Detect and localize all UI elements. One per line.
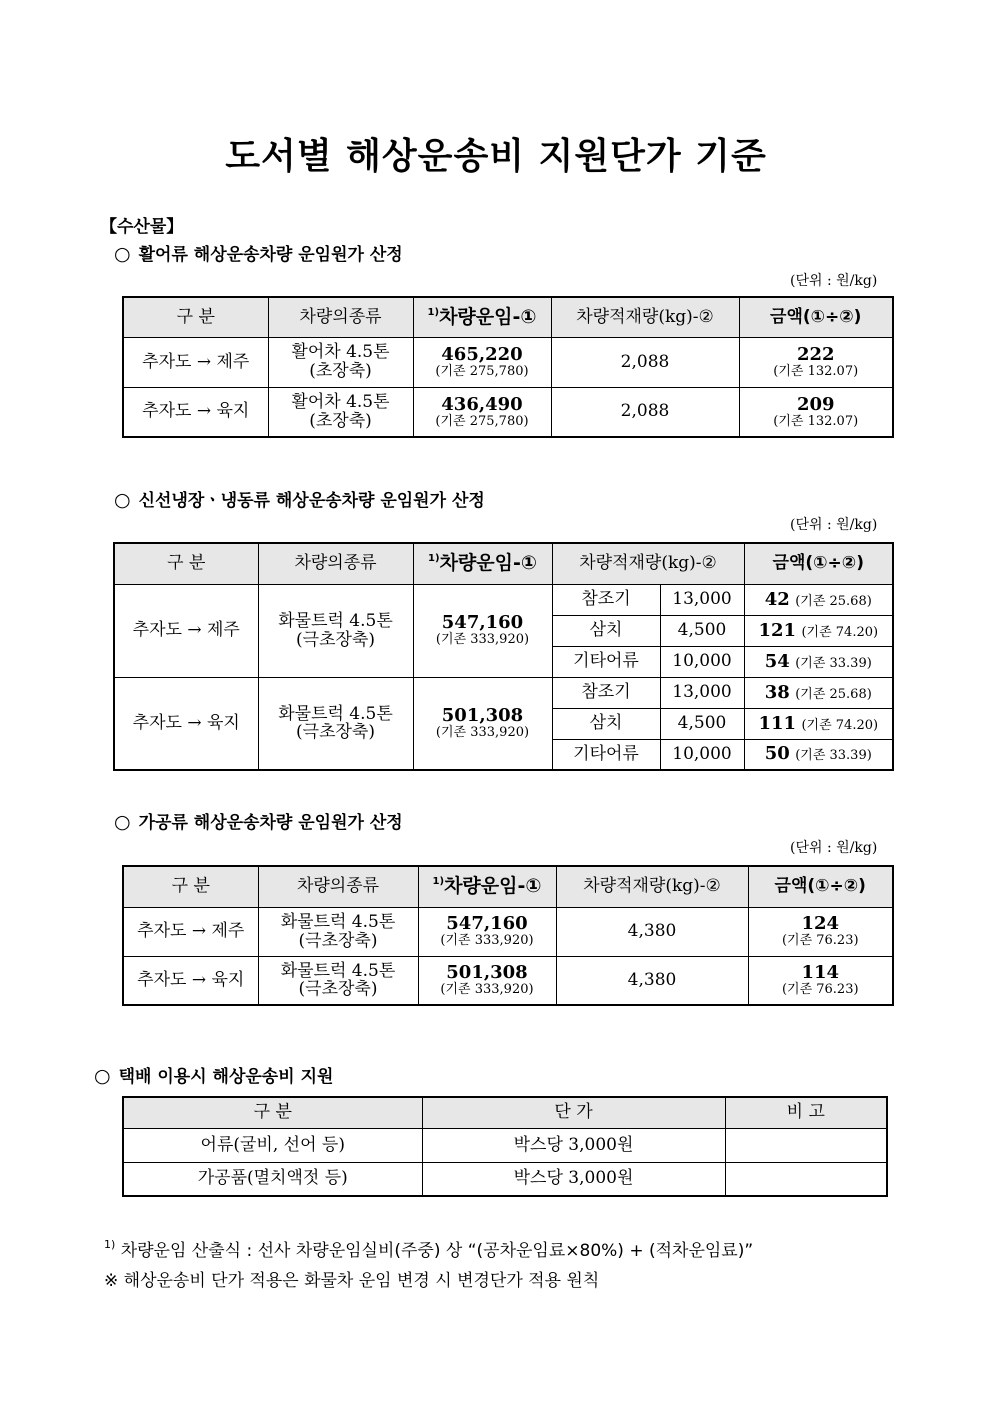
note-cell: [725, 1162, 887, 1196]
amount-prev: (기존 132.07): [773, 363, 859, 379]
header-vehicle: 차량의종류: [258, 543, 413, 584]
fare-value: 501,308: [441, 705, 524, 727]
header-category: 구 분: [114, 543, 258, 584]
amount-cell: [744, 708, 893, 739]
route-cell: 추자도 → 육지: [123, 956, 258, 1005]
table-row: [114, 584, 893, 615]
sec3-unit: (단위 : 원/kg): [790, 840, 878, 856]
header-fare-text: 차량운임-①: [439, 552, 537, 575]
amount-cell: [744, 646, 893, 677]
vehicle-cell: [268, 387, 413, 437]
amount-cell: [748, 907, 893, 956]
footnote-1-text: 차량운임 산출식 : 선사 차량운임실비(주중) 상 “(공차운임료×80%) + (적차운임료)”: [120, 1241, 754, 1261]
vehicle-spec: (극초장축): [298, 930, 378, 951]
fare-cell: [413, 677, 552, 770]
kind-cell: 기타어류: [552, 646, 660, 677]
amount-prev: (기존 25.68): [795, 593, 872, 609]
fare-cell: [418, 956, 556, 1005]
load-cell: 2,088: [551, 387, 739, 437]
amount-cell: [739, 387, 893, 437]
vehicle-spec: (극초장축): [298, 979, 378, 1000]
circle-bullet-icon: ○: [114, 811, 131, 833]
sec4-table: [122, 1096, 888, 1197]
footnote-mark: 1): [104, 1238, 116, 1251]
load-cell: 4,380: [556, 907, 748, 956]
load-cell: 10,000: [660, 646, 744, 677]
amount-prev: (기존 76.23): [781, 933, 859, 949]
header-amount: 금액(①÷②): [748, 866, 893, 907]
load-cell: 10,000: [660, 739, 744, 770]
amount-prev: (기존 132.07): [773, 413, 859, 429]
vehicle-cell: [258, 956, 418, 1005]
vehicle-cell: [268, 337, 413, 387]
amount-value: 222: [796, 343, 835, 365]
footnote-mark: 1): [428, 553, 440, 565]
vehicle-cell: [258, 677, 413, 770]
circle-bullet-icon: ○: [114, 243, 131, 265]
header-load: 차량적재량(kg)-②: [551, 297, 739, 337]
fare-prev: (기존 275,780): [435, 413, 529, 429]
sec2-heading: [114, 486, 485, 511]
sec4-heading: [94, 1062, 333, 1087]
amount-cell: [744, 615, 893, 646]
table-row: [123, 956, 893, 1005]
fare-value: 547,160: [441, 612, 524, 634]
header-amount: 금액(①÷②): [744, 543, 893, 584]
header-note: 비 고: [725, 1097, 887, 1128]
header-category: 구 분: [123, 297, 268, 337]
sec1-unit: (단위 : 원/kg): [790, 273, 878, 289]
vehicle-name: 화물트럭 4.5톤: [278, 610, 393, 631]
table-row: [123, 907, 893, 956]
header-fare: [418, 866, 556, 907]
sec3-heading: [114, 808, 403, 833]
circle-bullet-icon: ○: [114, 489, 131, 511]
header-vehicle: 차량의종류: [258, 866, 418, 907]
vehicle-name: 활어차 4.5톤: [291, 392, 390, 413]
header-price: 단 가: [422, 1097, 725, 1128]
fare-value: 436,490: [441, 393, 523, 415]
load-cell: 4,500: [660, 708, 744, 739]
route-cell: 추자도 → 육지: [123, 387, 268, 437]
header-vehicle: 차량의종류: [268, 297, 413, 337]
sec1-heading-text: 활어류 해상운송차량 운임원가 산정: [138, 245, 403, 265]
header-fare-text: 차량운임-①: [444, 875, 542, 898]
fare-value: 547,160: [446, 913, 528, 935]
route-cell: 추자도 → 제주: [114, 584, 258, 677]
amount-prev: (기존 74.20): [801, 717, 879, 733]
fare-cell: [413, 387, 551, 437]
sec1-heading: [114, 240, 403, 265]
table-row: [123, 1128, 887, 1162]
note-cell: [725, 1128, 887, 1162]
table-row: [123, 387, 893, 437]
fare-value: 465,220: [441, 343, 523, 365]
header-load: 차량적재량(kg)-②: [552, 543, 744, 584]
vehicle-spec: (초장축): [309, 361, 372, 381]
vehicle-name: 화물트럭 4.5톤: [280, 911, 396, 932]
item-cell: 가공품(멸치액젓 등): [123, 1162, 422, 1196]
header-load: 차량적재량(kg)-②: [556, 866, 748, 907]
price-cell: 박스당 3,000원: [422, 1128, 725, 1162]
footnote-1: [104, 1236, 753, 1261]
circle-bullet-icon: ○: [94, 1065, 111, 1087]
vehicle-name: 화물트럭 4.5톤: [278, 703, 393, 724]
sec2-table: [113, 542, 894, 771]
footnote-mark: 1): [427, 306, 440, 318]
fare-value: 501,308: [446, 962, 528, 984]
header-fare: [413, 543, 552, 584]
amount-prev: (기존 33.39): [795, 655, 872, 671]
amount-cell: [744, 584, 893, 615]
fare-prev: (기존 333,920): [440, 982, 534, 997]
header-category: 구 분: [123, 1097, 422, 1128]
load-cell: 4,500: [660, 615, 744, 646]
vehicle-name: 화물트럭 4.5톤: [280, 960, 396, 981]
sec1-table: [122, 296, 894, 438]
item-cell: 어류(굴비, 선어 등): [123, 1128, 422, 1162]
fare-cell: [413, 337, 551, 387]
amount-value: 42: [764, 588, 790, 610]
header-category: 구 분: [123, 866, 258, 907]
kind-cell: 삼치: [552, 708, 660, 739]
page-title: 도서별 해상운송비 지원단가 기준: [225, 136, 767, 177]
vehicle-cell: [258, 584, 413, 677]
amount-value: 111: [758, 712, 797, 734]
vehicle-spec: (초장축): [309, 410, 372, 431]
sec2-heading-text: 신선냉장ㆍ냉동류 해상운송차량 운임원가 산정: [138, 491, 485, 511]
sec3-heading-text: 가공류 해상운송차량 운임원가 산정: [138, 813, 403, 833]
load-cell: 4,380: [556, 956, 748, 1005]
amount-value: 209: [796, 393, 835, 415]
amount-cell: [744, 739, 893, 770]
footnote-mark: 1): [432, 876, 445, 888]
table-row: [123, 1162, 887, 1196]
header-fare-text: 차량운임-①: [439, 305, 537, 328]
kind-cell: 기타어류: [552, 739, 660, 770]
footnote-2: ※ 해상운송비 단가 적용은 화물차 운임 변경 시 변경단가 적용 원칙: [104, 1271, 600, 1291]
amount-value: 54: [764, 650, 790, 672]
sec3-table: [122, 865, 894, 1006]
header-amount: 금액(①÷②): [739, 297, 893, 337]
fare-prev: (기존 333,920): [435, 632, 530, 648]
amount-value: 114: [801, 962, 840, 984]
section-tag: 【수산물】: [100, 217, 184, 237]
fare-prev: (기존 333,920): [440, 933, 534, 949]
amount-cell: [748, 956, 893, 1005]
sec2-unit: (단위 : 원/kg): [790, 517, 878, 533]
route-cell: 추자도 → 제주: [123, 337, 268, 387]
header-fare: [413, 297, 551, 337]
amount-prev: (기존 76.23): [781, 982, 859, 997]
amount-prev: (기존 74.20): [801, 624, 879, 640]
amount-cell: [739, 337, 893, 387]
route-cell: 추자도 → 육지: [114, 677, 258, 770]
vehicle-cell: [258, 907, 418, 956]
amount-value: 124: [801, 913, 840, 935]
amount-cell: [744, 677, 893, 708]
fare-cell: [413, 584, 552, 677]
amount-value: 121: [758, 619, 797, 641]
fare-cell: [418, 907, 556, 956]
load-cell: 13,000: [660, 677, 744, 708]
kind-cell: 참조기: [552, 677, 660, 708]
amount-value: 50: [764, 743, 790, 765]
amount-value: 38: [764, 681, 790, 703]
vehicle-spec: (극초장축): [296, 629, 375, 650]
sec4-heading-text: 택배 이용시 해상운송비 지원: [118, 1067, 334, 1087]
amount-prev: (기존 25.68): [795, 686, 872, 702]
load-cell: 2,088: [551, 337, 739, 387]
fare-prev: (기존 333,920): [435, 725, 530, 740]
kind-cell: 참조기: [552, 584, 660, 615]
vehicle-name: 활어차 4.5톤: [291, 342, 390, 363]
kind-cell: 삼치: [552, 615, 660, 646]
vehicle-spec: (극초장축): [296, 722, 375, 743]
price-cell: 박스당 3,000원: [422, 1162, 725, 1196]
table-row: [114, 677, 893, 708]
route-cell: 추자도 → 제주: [123, 907, 258, 956]
table-row: [123, 337, 893, 387]
load-cell: 13,000: [660, 584, 744, 615]
amount-prev: (기존 33.39): [795, 748, 872, 764]
fare-prev: (기존 275,780): [435, 363, 529, 379]
